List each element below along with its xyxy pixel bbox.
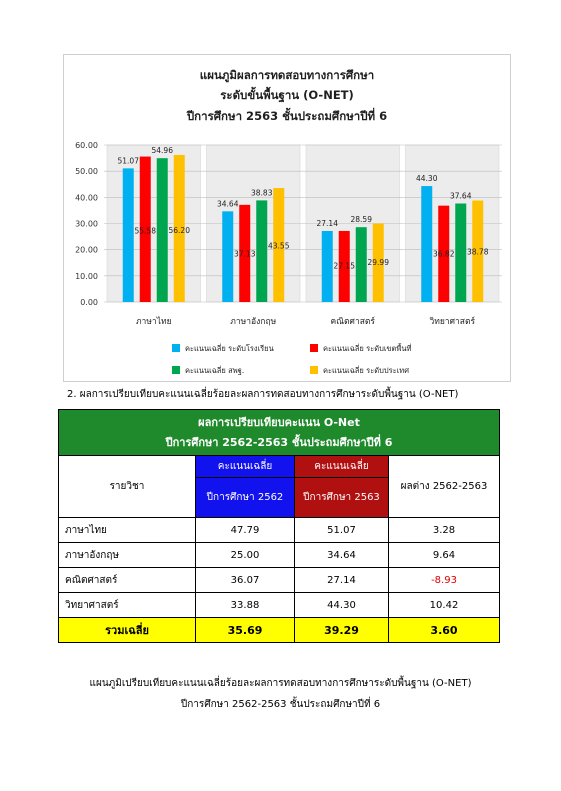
x-tick-label: คณิตศาสตร์ [330,317,376,327]
data-label: 27.15 [333,261,355,271]
y-tick-label: 50.00 [75,167,98,177]
legend-label: คะแนนเฉลี่ย ระดับเขตพื้นที่ [323,344,412,353]
bar [356,227,367,302]
bar [256,200,267,302]
row-subject: ภาษาอังกฤษ [59,543,196,568]
data-label: 56.20 [168,225,190,235]
col-header-2563-bottom: ปีการศึกษา 2563 [295,478,389,518]
row-2563: 27.14 [295,568,389,593]
table-title-line-2: ปีการศึกษา 2562-2563 ชั้นประถมศึกษาปีที่ 6 [165,435,393,449]
col-header-2562-bottom: ปีการศึกษา 2562 [196,478,295,518]
row-subject: ภาษาไทย [59,518,196,543]
col-header-subject: รายวิชา [59,456,196,518]
total-2562: 35.69 [196,618,295,643]
bar [222,211,233,302]
legend-swatch [310,366,318,374]
total-diff: 3.60 [389,618,500,643]
section-heading: 2. ผลการเปรียบเทียบคะแนนเฉลี่ยร้อยละผลการทดสอบทางการศึกษาระดับพื้นฐาน (O-NET) [67,389,459,400]
data-label: 28.59 [350,215,372,225]
row-2562: 25.00 [196,543,295,568]
row-subject: คณิตศาสตร์ [59,568,196,593]
data-label: 54.96 [151,146,173,156]
data-label: 44.30 [416,174,438,184]
row-2563: 51.07 [295,518,389,543]
legend-swatch [310,344,318,352]
y-tick-label: 10.00 [75,271,98,281]
caption-line-2: ปีการศึกษา 2562-2563 ชั้นประถมศึกษาปีที่ 6 [180,699,381,710]
data-label: 37.64 [450,191,472,201]
chart-title-line-3: ปีการศึกษา 2563 ชั้นประถมศึกษาปีที่ 6 [186,109,388,123]
table-row [59,518,500,543]
data-label: 29.99 [367,258,389,268]
legend-swatch [172,366,180,374]
data-label: 36.82 [433,249,455,259]
caption-line-1: แผนภูมิเปรียบเทียบคะแนนเฉลี่ยร้อยละผลการทดสอบทางการศึกษาระดับพื้นฐาน (O-NET) [89,678,472,689]
table-row [59,543,500,568]
data-label: 27.14 [316,218,338,228]
x-tick-label: ภาษาอังกฤษ [230,317,277,327]
data-label: 37.13 [234,249,256,259]
data-label: 43.55 [268,241,290,251]
col-header-diff: ผลต่าง 2562-2563 [389,456,500,518]
row-2563: 34.64 [295,543,389,568]
legend-label: คะแนนเฉลี่ย ระดับประเทศ [323,366,409,375]
x-tick-label: ภาษาไทย [135,317,172,327]
bar [455,204,466,302]
data-label: 51.07 [117,156,139,166]
data-label: 38.83 [251,188,273,198]
data-label: 38.78 [467,247,489,257]
onet-2563-chart [63,54,511,382]
row-2562: 33.88 [196,593,295,618]
chart-title-line-1: แผนภูมิผลการทดสอบทางการศึกษา [199,68,375,82]
legend-label: คะแนนเฉลี่ย ระดับโรงเรียน [185,344,274,353]
bar [157,158,168,302]
y-tick-label: 40.00 [75,193,98,203]
total-label: รวมเฉลี่ย [59,618,196,643]
col-header-2562-top: คะแนนเฉลี่ย [196,456,295,478]
legend-label: คะแนนเฉลี่ย สพฐ. [185,366,245,375]
row-2562: 36.07 [196,568,295,593]
table-title [59,410,500,456]
y-tick-label: 30.00 [75,219,98,229]
row-2563: 44.30 [295,593,389,618]
table-row [59,568,500,593]
legend-swatch [172,344,180,352]
data-label: 34.64 [217,199,239,209]
row-subject: วิทยาศาสตร์ [59,593,196,618]
table-title-line-1: ผลการเปรียบเทียบคะแนน O-Net [198,415,360,429]
total-2563: 39.29 [295,618,389,643]
onet-comparison-table [58,409,500,643]
col-header-2563-top: คะแนนเฉลี่ย [295,456,389,478]
row-2562: 47.79 [196,518,295,543]
row-diff: 10.42 [389,593,500,618]
row-diff: 9.64 [389,543,500,568]
x-tick-label: วิทยาศาสตร์ [429,317,476,327]
data-label: 55.58 [134,226,156,236]
bar [322,231,333,302]
chart-title-line-2: ระดับขั้นพื้นฐาน (O-NET) [220,88,354,102]
bar [123,168,134,302]
total-row [59,618,500,643]
bar [421,186,432,302]
table-row [59,593,500,618]
bar-chart-svg [64,55,510,381]
row-diff: 3.28 [389,518,500,543]
y-tick-label: 60.00 [75,141,98,150]
row-diff-negative: -8.93 [389,568,500,593]
y-tick-label: 20.00 [75,245,98,255]
y-tick-label: 0.00 [80,298,98,307]
